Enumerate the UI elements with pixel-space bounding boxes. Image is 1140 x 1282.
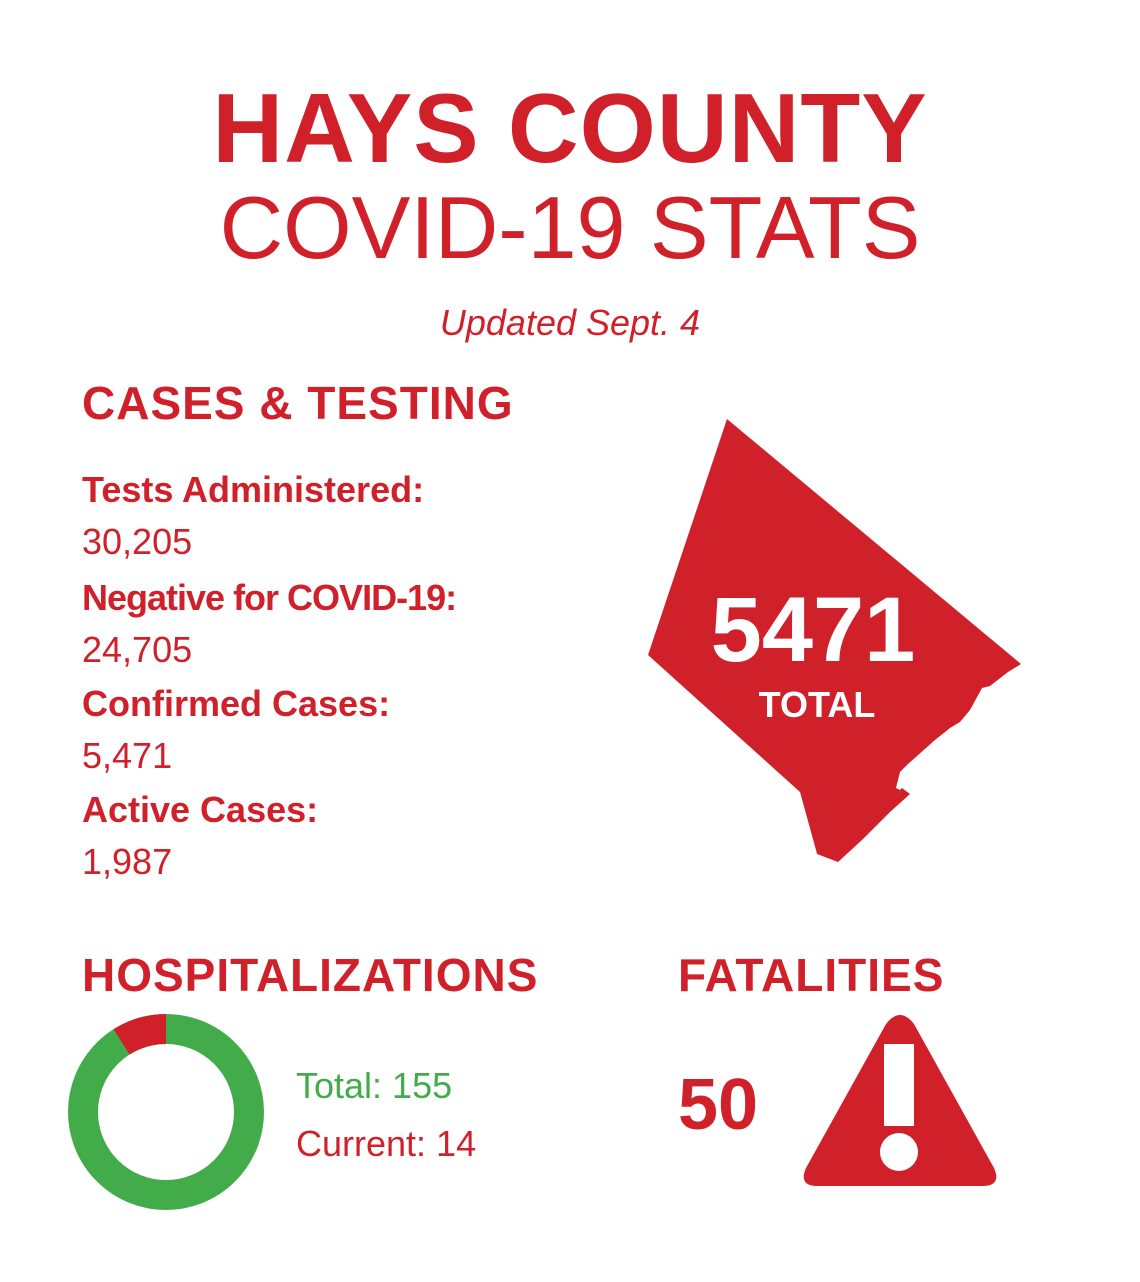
county-shape-icon <box>630 410 1040 880</box>
donut-current-segment <box>122 1029 166 1042</box>
negative-label: Negative for COVID-19: <box>82 577 457 618</box>
negative-value: 24,705 <box>82 629 193 670</box>
confirmed-label: Confirmed Cases: <box>82 683 391 724</box>
hospitalizations-donut-chart <box>66 1014 266 1214</box>
cases-testing-heading: CASES & TESTING <box>82 377 514 429</box>
warning-triangle-icon <box>800 1012 1000 1190</box>
fatalities-heading: FATALITIES <box>678 949 945 1001</box>
title-county: HAYS COUNTY <box>212 73 928 183</box>
county-map <box>630 410 1040 880</box>
updated-date: Updated Sept. 4 <box>439 302 701 343</box>
total-label: TOTAL <box>758 684 876 725</box>
active-label: Active Cases: <box>82 789 319 830</box>
donut-total-segment <box>83 1029 249 1195</box>
hospitalizations-heading: HOSPITALIZATIONS <box>82 949 539 1001</box>
active-value: 1,987 <box>82 841 173 882</box>
total-cases-number: 5471 <box>710 579 916 681</box>
title-covid-stats: COVID-19 STATS <box>219 178 921 277</box>
hospitalizations-total: Total: 155 <box>296 1065 453 1106</box>
confirmed-value: 5,471 <box>82 735 173 776</box>
fatalities-value: 50 <box>678 1065 759 1145</box>
hospitalizations-current: Current: 14 <box>296 1123 477 1164</box>
tests-administered-label: Tests Administered: <box>82 469 425 510</box>
tests-administered-value: 30,205 <box>82 521 193 562</box>
